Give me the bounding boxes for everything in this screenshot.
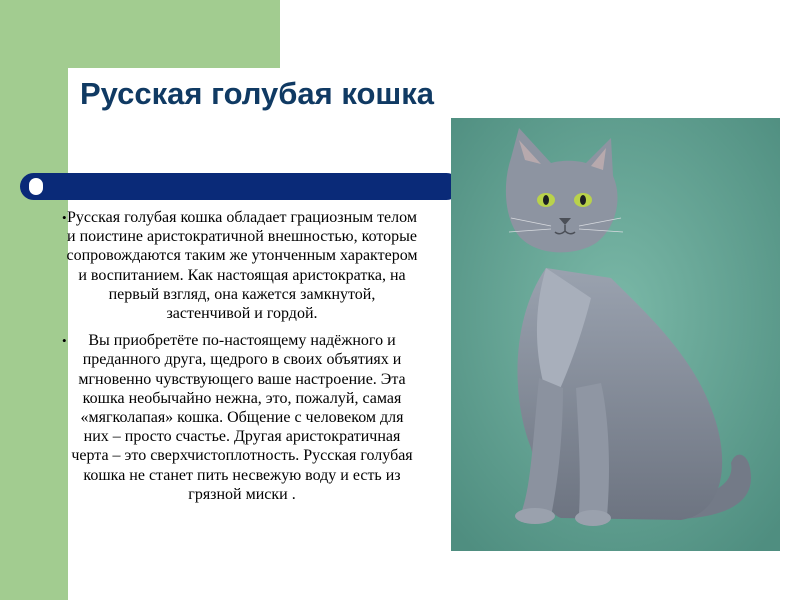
slide-title: Русская голубая кошка (80, 76, 435, 111)
bullet-item (62, 208, 418, 323)
bullet-marker: • (62, 210, 67, 225)
slide-content (62, 208, 418, 512)
green-side-band (0, 0, 68, 600)
cat-photo (451, 118, 780, 551)
green-top-band (0, 0, 280, 68)
bullet-marker: • (62, 333, 67, 349)
bullet-text: Вы приобретёте по-настоящему надёжного и преданного друга, щедрого в своих объятиях и мгновенно чувствующего ваше настроение. Эта кошка необычайно нежна, это, пожалуй, самая «мягколапая» кошка. Общение с человеком для них – просто счастье. Другая аристократичная черта – это сверхчистоплотность. Русская голубая кошка не станет пить несвежую воду и есть из грязной миски . (71, 332, 413, 503)
decorative-navy-bar (20, 173, 460, 200)
bullet-text: Русская голубая кошка обладает грациозным телом и поистине аристократичной внешностью, которые сопровождаются таким же утонченным характером и воспитанием. Как настоящая аристократка, на первый взгляд, она кажется замкнутой, застенчивой и гордой. (66, 209, 418, 323)
bullet-item (62, 331, 418, 504)
